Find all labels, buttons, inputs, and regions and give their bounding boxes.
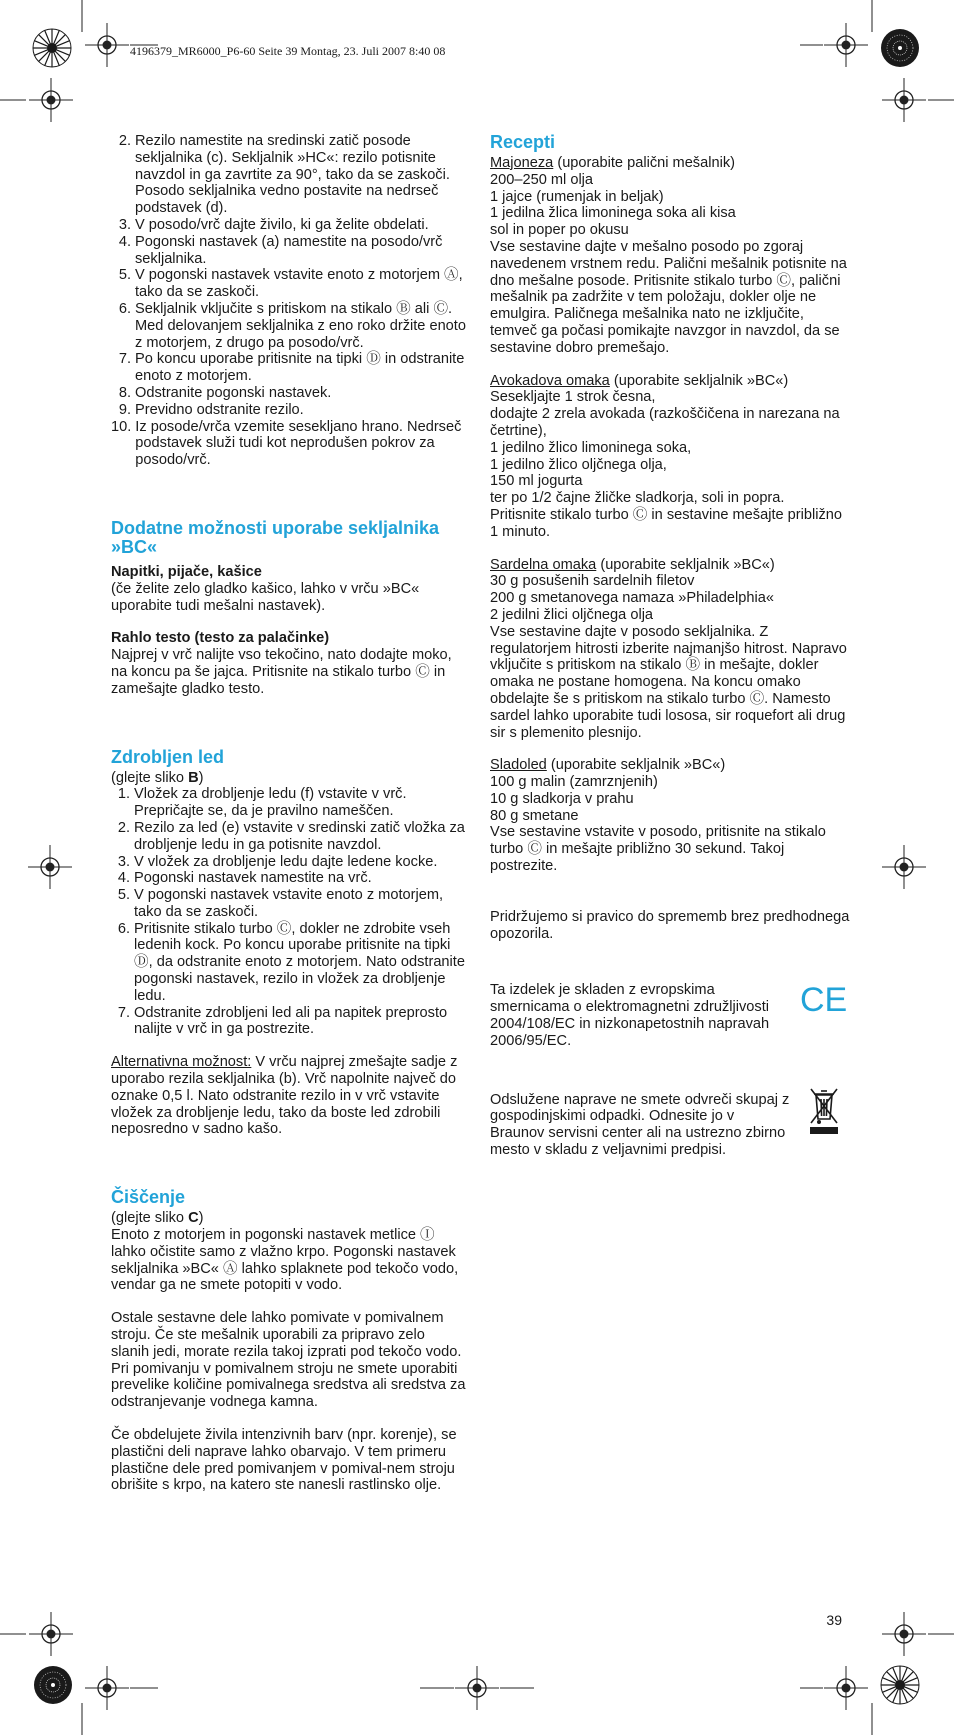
testo-subheading: Rahlo testo (testo za palačinke): [111, 630, 330, 647]
step-number: 2.: [117, 819, 130, 836]
ce-compliance-text: Ta izdelek je skladen z evropskima smernicama o elektromagnetni združljivosti 2004/108/EC in nizkonapetostnih napravah 2006/95/EC.: [490, 982, 770, 1049]
step-number: 1.: [117, 786, 130, 803]
ingredient-line: 200 g smetanovega namaza »Philadelphia«: [490, 590, 774, 607]
ce-mark-icon: [800, 981, 848, 1019]
intro-step: [111, 267, 467, 301]
step-number: 5.: [117, 887, 130, 904]
intro-step: [111, 385, 467, 402]
led-step: [111, 870, 467, 887]
ingredient-line: 2 jedilni žlici oljčnega olja: [490, 606, 654, 623]
ingredient-line: 1 jajce (rumenjak in beljak): [490, 188, 664, 205]
ingredient-line: 100 g malin (zamrznjenih): [490, 774, 658, 791]
ingredient-line: sol in poper po okusu: [490, 222, 629, 239]
ciscenje-heading: Čiščenje: [111, 1187, 186, 1208]
led-step: [111, 820, 467, 854]
ingredient-line: 150 ml jogurta: [490, 473, 583, 490]
pridrzujemo-text: Pridržujemo si pravico do sprememb brez predhodnega opozorila.: [490, 908, 850, 942]
intro-step: [111, 301, 467, 351]
step-text: Rezilo namestite na sredinski zatič posode sekljalnika (c). Sekljalnik »HC«: rezilo potisnite navzdol in ga zavrtite za 90°, tako da se zaskoči. Posodo sekljalnika vedno postavite na nedrseč podstavek (d).: [135, 133, 450, 217]
step-number: 6.: [118, 300, 131, 317]
step-number: 7.: [117, 1004, 130, 1021]
alt-text: V vrču najprej zmešajte sadje z uporabo rezila sekljalnika (b). Vrč napolnite največ do oznake 0,5 l. Nato odstranite rezilo in v vrč vstavite vložek za drobljenje ledu, tako da boste led zdrobili neposredno v sadno kašo.: [111, 1054, 458, 1138]
crossed-bin-icon: [808, 1085, 840, 1135]
led-heading: Zdrobljen led: [111, 746, 225, 767]
ciscenje-p1: Enoto z motorjem in pogonski nastavek metlice Ⓘ lahko očistite samo z vlažno krpo. Pogonski nastavek sekljalnika »BC« Ⓐ lahko splaknete pod tekočo vodo, vendar ga ne smete potopiti v vodo.: [111, 1227, 459, 1294]
step-text: V pogonski nastavek vstavite enoto z motorjem, tako da se zaskoči.: [134, 887, 444, 920]
led-alternative: [111, 1054, 467, 1138]
step-text: Pogonski nastavek (a) namestite na posodo/vrč sekljalnika.: [135, 233, 443, 267]
alt-label: Alternativna možnost:: [111, 1054, 252, 1071]
svg-text:CE: CE: [800, 981, 848, 1019]
step-number: 4.: [118, 233, 131, 250]
step-number: 7.: [118, 351, 131, 368]
step-number: 3.: [118, 216, 131, 233]
left-column: [111, 133, 467, 1494]
step-text: Po koncu uporabe pritisnite na tipki Ⓓ in odstranite enoto z motorjem.: [135, 351, 465, 385]
step-number: 6.: [117, 920, 130, 937]
step-text: Odstranite pogonski nastavek.: [135, 384, 332, 401]
ingredient-line: Sesekljajte 1 strok česna,: [490, 389, 656, 406]
step-number: 3.: [117, 853, 130, 870]
recepti-heading: Recepti: [490, 132, 556, 152]
ciscenje-p2: Ostale sestavne dele lahko pomivate v pomivalnem stroju. Če ste mešalnik uporabili za pripravo zelo slanih jedi, morate rezila takoj izprati pod tekočo vodo. Pri pomivanju v pomivalnem stroju ne smete uporabiti prevelike količine pomivalnega sredstva ali sredstva za odstranjevanje vodnega kamna.: [111, 1310, 466, 1411]
step-number: 4.: [117, 870, 130, 887]
weee-text: Odslužene naprave ne smete odvreči skupaj z gospodinjskimi odpadki. Odnesite jo v Braunov servisni center ali na ustrezno zbirno mesto v skladu z veljavnimi predpisi.: [490, 1091, 790, 1159]
led-see-figure: (glejte sliko B): [111, 769, 204, 786]
step-number: 8.: [118, 384, 131, 401]
ingredient-line: ter po 1/2 čajne žličke sladkorja, soli in popra.: [490, 490, 785, 507]
step-text: V posodo/vrč dajte živilo, ki ga želite obdelati.: [135, 216, 429, 233]
testo-text: Najprej v vrč nalijte vso tekočino, nato dodajte moko, na koncu pa še jajca. Pritisnite na stikalo turbo Ⓒ in zamešajte gladko testo.: [111, 647, 452, 697]
right-column: [490, 133, 850, 1159]
step-text: Pogonski nastavek namestite na vrč.: [134, 870, 372, 887]
step-text: Vložek za drobljenje ledu (f) vstavite v vrč. Prepričajte se, da je pravilno nameščen.: [134, 786, 407, 820]
led-steps-list: [111, 786, 467, 1038]
ingredient-line: dodajte 2 zrela avokada (razkoščičena in narezana na četrtine),: [490, 406, 840, 439]
led-step: [111, 854, 467, 871]
page-number: 39: [826, 1612, 842, 1628]
step-number: 10.: [111, 418, 132, 435]
intro-step: [111, 234, 467, 268]
recipe-majoneza: Majoneza (uporabite palični mešalnik) 200–250 ml olja 1 jajce (rumenjak in beljak) 1 jedilna žlica limoninega soka ali kisa sol in poper po okusu Vse sestavine dajte v mešalno posodo po zgoraj navedenem vrstnem redu. Palični mešalnik potisnite na dno mešalne posode. Pritisnite stikalo turbo Ⓒ, palični mešalnik pa zadržite v tem položaju, dokler olje ne emulgira. Paličnega mešalnika nato ne izključite, temveč ga počasi pomikajte navzgor in navzdol, da se sestavine dobro premešajo.: [490, 155, 850, 357]
intro-step: [111, 419, 467, 469]
ingredient-line: 10 g sladkorja v prahu: [490, 790, 634, 807]
intro-step: [111, 133, 467, 217]
step-text: Previdno odstranite rezilo.: [135, 401, 304, 418]
led-step: [111, 786, 467, 820]
intro-step: [111, 217, 467, 234]
ingredient-line: 1 jedilna žlica limoninega soka ali kisa: [490, 205, 736, 222]
intro-steps-list: [111, 133, 467, 469]
step-number: 9.: [118, 401, 131, 418]
step-text: V vložek za drobljenje ledu dajte ledene kocke.: [134, 853, 438, 870]
print-header: 4196379_MR6000_P6-60 Seite 39 Montag, 23. Juli 2007 8:40 08: [130, 44, 446, 58]
ingredient-line: 1 jedilno žlico limoninega soka,: [490, 439, 692, 456]
dodatne-heading: Dodatne možnosti uporabe sekljalnika »BC«: [111, 517, 440, 557]
step-text: Sekljalnik vključite s pritiskom na stikalo Ⓑ ali Ⓒ. Med delovanjem sekljalnika z eno roko držite enoto z motorjem, z drugo pa posodo/vrč.: [135, 300, 466, 351]
led-step: [111, 921, 467, 1005]
ciscenje-see-figure: (glejte sliko C): [111, 1210, 204, 1227]
step-text: Pritisnite stikalo turbo Ⓒ, dokler ne zdrobite vseh ledenih kock. Po koncu uporabe pritisnite na tipki Ⓓ, da odstranite enoto z motorjem. Nato odstranite pogonski nastavek, rezilo in vložek za drobljenje ledu.: [134, 920, 465, 1004]
ingredient-line: 30 g posušenih sardelnih filetov: [490, 573, 695, 590]
step-number: 5.: [118, 267, 131, 284]
step-text: Odstranite zdrobljeni led ali pa napitek preprosto nalijte v vrč in ga postrezite.: [134, 1004, 448, 1038]
step-text: V pogonski nastavek vstavite enoto z motorjem Ⓐ, tako da se zaskoči.: [135, 267, 463, 301]
ciscenje-p3: Če obdelujete živila intenzivnih barv (npr. korenje), se plastični deli naprave lahko obarvajo. V tem primeru plastične dele pred pomivanjem v pomival-nem stroju obrišite s krpo, na katero ste nanesli rastlinsko olje.: [111, 1427, 457, 1494]
intro-step: [111, 351, 467, 385]
step-text: Rezilo za led (e) vstavite v sredinski zatič vložka za drobljenje ledu in ga potisnite navzdol.: [134, 819, 465, 853]
step-text: Iz posode/vrča vzemite sesekljano hrano. Nedrseč podstavek služi tudi kot neprodušen pokrov za posodo/vrč.: [135, 418, 462, 469]
led-step: [111, 887, 467, 921]
ingredient-line: 1 jedilno žlico oljčnega olja,: [490, 456, 667, 473]
napitki-subheading: Napitki, pijače, kašice: [111, 563, 262, 580]
led-step: [111, 1005, 467, 1039]
ingredient-line: 80 g smetane: [490, 807, 579, 824]
ingredient-line: 200–250 ml olja: [490, 171, 594, 188]
napitki-text: (če želite zelo gladko kašico, lahko v vrču »BC« uporabite tudi mešalni nastavek).: [111, 580, 420, 614]
step-number: 2.: [118, 133, 131, 149]
recipe-sardelna: Sardelna omaka (uporabite sekljalnik »BC«) 30 g posušenih sardelnih filetov 200 g smetanovega namaza »Philadelphia« 2 jedilni žlici oljčnega olja Vse sestavine dajte v posodo sekljalnika. Z regulatorjem hitrosti izberite najmanjšo hitrost. Napravo vključite s pritiskom na stikalo Ⓑ in mešajte, dokler omaka ne postane homogena. Na koncu omako obdelajte še s pritiskom na stikalo turbo Ⓒ. Namesto sardel lahko uporabite tudi lososa, sir roquefort ali drug sir s plemenito plesnijo.: [490, 557, 850, 742]
intro-step: [111, 402, 467, 419]
recipe-sladoled: Sladoled (uporabite sekljalnik »BC«) 100 g malin (zamrznjenih) 10 g sladkorja v prahu 80 g smetane Vse sestavine vstavite v posodo, pritisnite na stikalo turbo Ⓒ in mešajte približno 30 sekund. Takoj postrezite.: [490, 757, 850, 875]
recipe-avokado: Avokadova omaka (uporabite sekljalnik »BC«) Sesekljajte 1 strok česna, dodajte 2 zrela avokada (razkoščičena in narezana na četrtine), 1 jedilno žlico limoninega soka, 1 jedilno žlico oljčnega olja, 150 ml jogurta ter po 1/2 čajne žličke sladkorja, soli in popra. Pritisnite stikalo turbo Ⓒ in sestavine mešajte približno 1 minuto.: [490, 373, 850, 541]
